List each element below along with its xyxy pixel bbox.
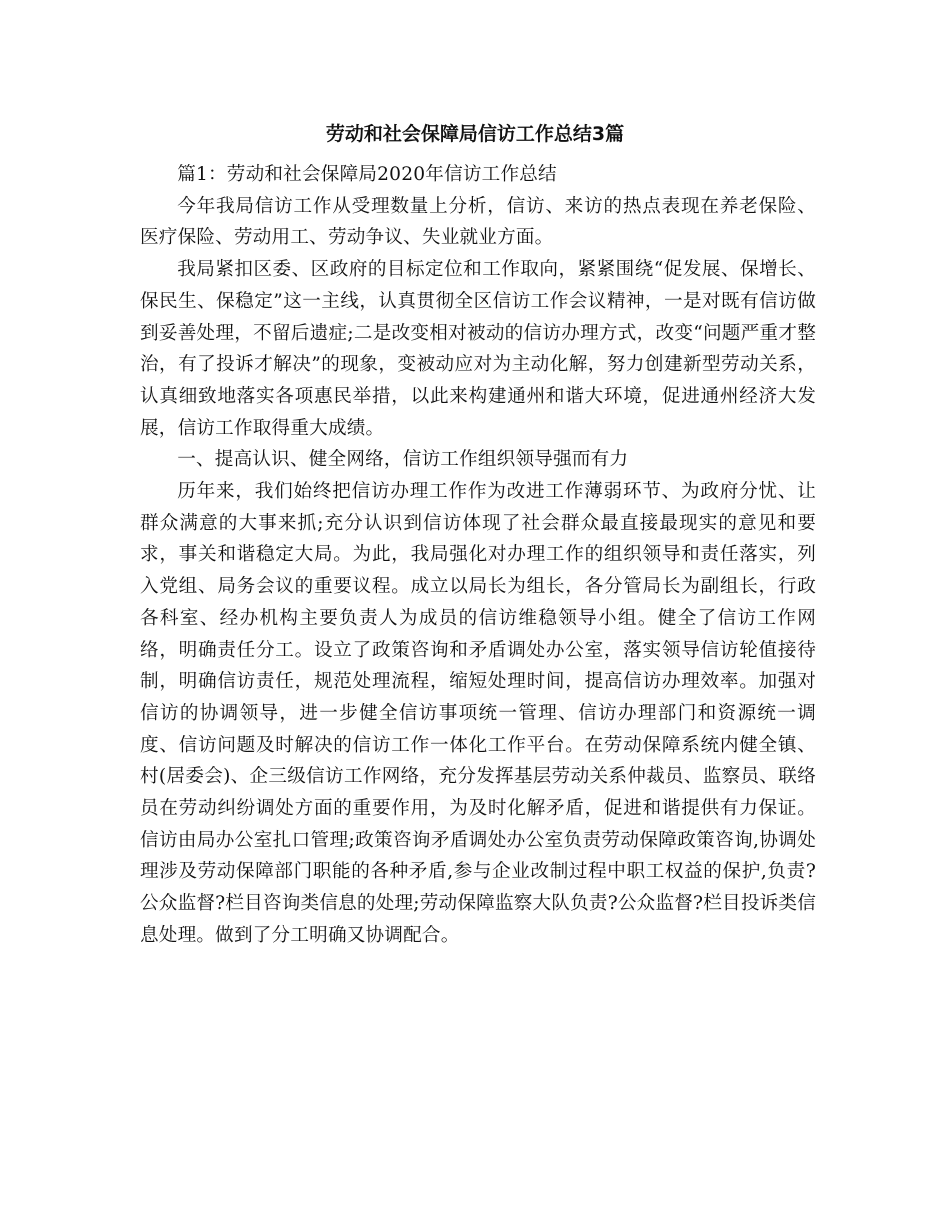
document-body xyxy=(140,159,816,952)
subsection-heading: 一、提高认识、健全网络，信访工作组织领导强而有力 xyxy=(177,449,629,471)
paragraph: 今年我局信访工作从受理数量上分析，信访、来访的热点表现在养老保险、医疗保险、劳动用工、劳动争议、失业就业方面。 xyxy=(140,195,816,249)
paragraph: 我局紧扣区委、区政府的目标定位和工作取向，紧紧围绕“促发展、保增长、保民生、保稳定”这一主线，认真贯彻全区信访工作会议精神，一是对既有信访做到妥善处理，不留后遗症;二是改变相对被动的信访办理方式，改变“问题严重才整治，有了投诉才解决”的现象，变被动应对为主动化解，努力创建新型劳动关系，认真细致地落实各项惠民举措，以此来构建通州和谐大环境，促进通州经济大发展，信访工作取得重大成绩。 xyxy=(140,259,816,439)
document-title: 劳动和社会保障局信访工作总结3篇 xyxy=(325,123,625,145)
paragraph: 历年来，我们始终把信访办理工作作为改进工作薄弱环节、为政府分忧、让群众满意的大事来抓;充分认识到信访体现了社会群众最直接最现实的意见和要求，事关和谐稳定大局。为此，我局强化对办理工作的组织领导和责任落实，列入党组、局务会议的重要议程。成立以局长为组长，各分管局长为副组长，行政各科室、经办机构主要负责人为成员的信访维稳领导小组。健全了信访工作网络，明确责任分工。设立了政策咨询和矛盾调处办公室，落实领导信访轮值接待制，明确信访责任，规范处理流程，缩短处理时间，提高信访办理效率。加强对信访的协调领导，进一步健全信访事项统一管理、信访办理部门和资源统一调度、信访问题及时解决的信访工作一体化工作平台。在劳动保障系统内健全镇、村(居委会)、企三级信访工作网络，充分发挥基层劳动关系仲裁员、监察员、联络员在劳动纠纷调处方面的重要作用，为及时化解矛盾，促进和谐提供有力保证。信访由局办公室扎口管理;政策咨询矛盾调处办公室负责劳动保障政策咨询,协调处理涉及劳动保障部门职能的各种矛盾,参与企业改制过程中职工权益的保护,负责?公众监督?栏目咨询类信息的处理;劳动保障监察大队负责?公众监督?栏目投诉类信息处理。做到了分工明确又协调配合。 xyxy=(140,481,816,946)
section-heading: 篇1：劳动和社会保障局2020年信访工作总结 xyxy=(177,164,557,185)
